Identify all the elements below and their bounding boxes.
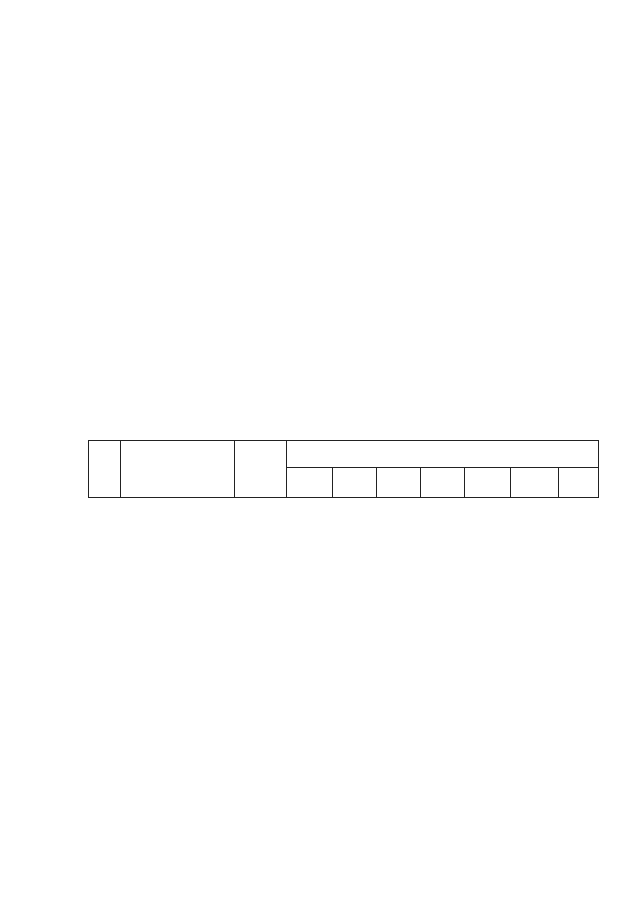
col-unit-header [235,441,287,498]
header-row [89,441,599,468]
col-header [333,468,377,498]
col-header [559,468,599,498]
col-header [511,468,559,498]
col-no-header [89,441,121,498]
col-header [465,468,511,498]
col-indicators-header [121,441,235,498]
main-table [88,440,599,498]
col-header [377,468,421,498]
col-header [287,468,333,498]
care-types-header [287,441,599,468]
col-header [421,468,465,498]
